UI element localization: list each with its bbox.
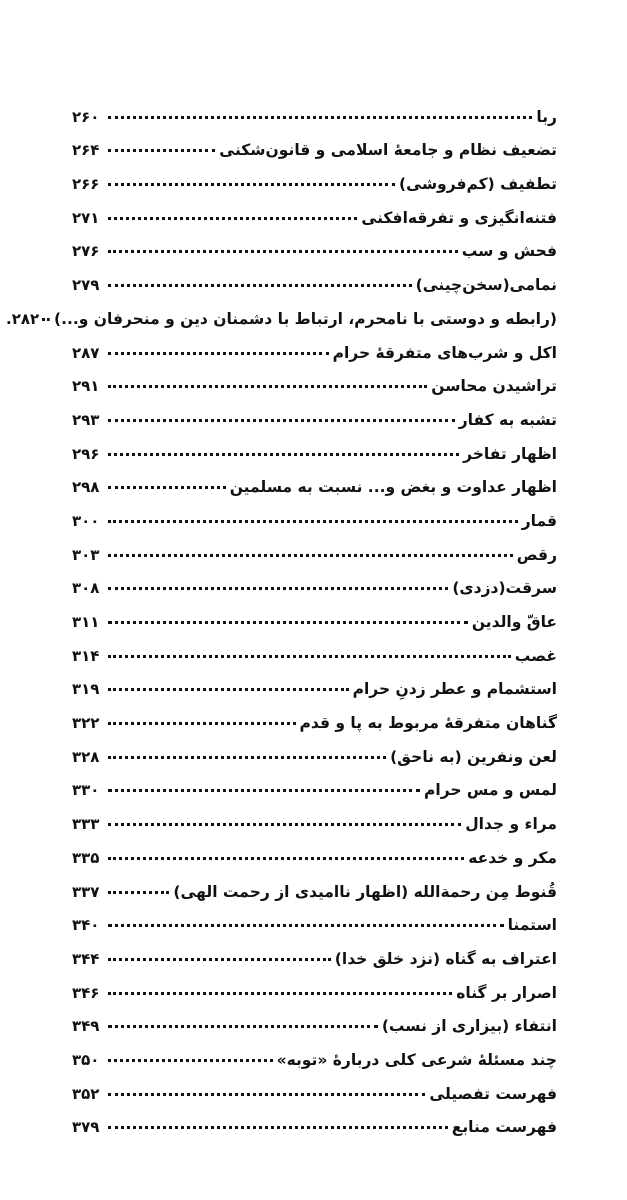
toc-entry-page-number: ۳۳۰ xyxy=(72,781,100,800)
toc-entry xyxy=(72,530,557,564)
dot-leader xyxy=(108,250,458,253)
toc-entry-title: (رابطه و دوستی با نامحرم، ارتباط با دشمنان دین و منحرفان و...) xyxy=(54,309,557,328)
dot-leader xyxy=(108,688,349,691)
toc-entry-page-number: ۲۷۹ xyxy=(72,276,100,295)
toc-entry-title: اصرار بر گناه xyxy=(456,983,557,1002)
toc-entry-page-number: ۳۴۰ xyxy=(72,916,100,935)
dot-leader xyxy=(108,352,329,355)
toc-entry-title: اظهار تفاخر xyxy=(463,444,557,463)
toc-entry xyxy=(72,631,557,665)
toc-entry xyxy=(72,328,557,362)
dot-leader xyxy=(108,789,420,792)
dot-leader xyxy=(108,520,518,523)
dot-leader xyxy=(108,924,504,927)
toc-entry-title: فحش و سب xyxy=(461,242,557,261)
toc-entry xyxy=(6,294,557,328)
toc-entry xyxy=(72,227,557,261)
dot-leader xyxy=(108,284,412,287)
toc-entry-page-number: ۳۲۸ xyxy=(72,747,100,766)
toc-entry-page-number: ۲۶۰ xyxy=(72,107,100,126)
toc-entry-title: تشبه به کفار xyxy=(458,410,557,429)
toc-entry-title: لمس و مس حرام xyxy=(424,781,557,800)
dot-leader xyxy=(108,1059,273,1062)
toc-entry-page-number: ۳۰۸ xyxy=(72,579,100,598)
dot-leader xyxy=(108,891,169,894)
table-of-contents xyxy=(6,92,557,1137)
dot-leader xyxy=(108,587,448,590)
toc-entry xyxy=(72,867,557,901)
toc-entry-page-number: ۳۱۹ xyxy=(72,680,100,699)
toc-entry-page-number: ۲۶۶ xyxy=(72,175,100,194)
toc-entry-title: چند مسئلهٔ شرعی کلی دربارهٔ «توبه» xyxy=(276,1050,557,1069)
toc-entry xyxy=(72,395,557,429)
dot-leader xyxy=(108,385,427,388)
toc-entry-page-number: ۳۳۷ xyxy=(72,882,100,901)
toc-entry-title: قُنوط مِن رحمة‌الله (اظهار ناامیدی از رحمت الهی) xyxy=(173,882,557,901)
toc-entry xyxy=(72,496,557,530)
toc-entry xyxy=(72,698,557,732)
toc-entry xyxy=(72,665,557,699)
toc-entry-title: تطفیف (کم‌فروشی) xyxy=(399,175,557,194)
toc-entry-page-number: ۲۷۱ xyxy=(72,208,100,227)
dot-leader xyxy=(108,149,215,152)
toc-entry-page-number: ۳۲۲ xyxy=(72,714,100,733)
toc-entry-page-number: ۳۱۴ xyxy=(72,646,100,665)
toc-entry xyxy=(72,362,557,396)
dot-leader xyxy=(108,486,226,489)
toc-entry-title: استشمام و عطر زدنِ حرام xyxy=(352,680,557,699)
toc-entry-page-number: ۲۹۳ xyxy=(72,410,100,429)
dot-leader xyxy=(108,958,331,961)
toc-entry xyxy=(72,732,557,766)
toc-entry-page-number: ۳۰۳ xyxy=(72,545,100,564)
toc-entry xyxy=(72,159,557,193)
toc-entry-title: فتنه‌انگیزی و تفرقه‌افکنی xyxy=(361,208,557,227)
toc-entry-title: انتفاء (بیزاری از نسب) xyxy=(381,1017,557,1036)
dot-leader xyxy=(108,419,455,422)
dot-leader xyxy=(108,453,459,456)
dot-leader xyxy=(108,722,296,725)
toc-entry-page-number: ۲۷۶ xyxy=(72,242,100,261)
toc-entry-title: فهرست تفصیلی xyxy=(429,1084,557,1103)
toc-entry-page-number: ۲۸۷ xyxy=(72,343,100,362)
dot-leader xyxy=(42,318,50,321)
toc-entry-page-number: ۳۴۴ xyxy=(72,949,100,968)
toc-entry-title: عاقّ والدین xyxy=(471,613,557,631)
toc-entry xyxy=(72,260,557,294)
toc-entry-page-number: ۲۶۴ xyxy=(72,141,100,160)
toc-entry-page-number: ۳۱۱ xyxy=(72,613,100,631)
toc-entry-title: لعن ونفرین (به ناحق) xyxy=(390,747,557,766)
dot-leader xyxy=(108,217,357,220)
dot-leader xyxy=(108,823,461,826)
toc-entry-page-number: ۳۴۹ xyxy=(72,1017,100,1036)
toc-entry-page-number: ۳۳۵ xyxy=(72,848,100,867)
toc-entry xyxy=(72,429,557,463)
toc-entry xyxy=(72,766,557,800)
dot-leader xyxy=(108,1126,448,1129)
toc-entry-page-number: ۳۳۳ xyxy=(72,815,100,834)
toc-entry xyxy=(72,564,557,598)
dot-leader xyxy=(108,857,464,860)
toc-entry-page-number: ۲۹۱ xyxy=(72,377,100,396)
toc-entry xyxy=(72,968,557,1002)
toc-entry-title: تراشیدن محاسن xyxy=(431,377,557,396)
toc-entry xyxy=(72,126,557,160)
toc-entry xyxy=(72,193,557,227)
toc-entry xyxy=(72,1069,557,1103)
toc-entry-page-number: ۳۴۶ xyxy=(72,983,100,1002)
dot-leader xyxy=(108,1025,378,1028)
dot-leader xyxy=(108,116,532,119)
toc-entry-title: سرقت(دزدی) xyxy=(452,579,557,598)
toc-entry xyxy=(72,934,557,968)
toc-entry-page-number: ۳۷۹ xyxy=(72,1118,100,1137)
toc-entry xyxy=(72,92,557,126)
toc-entry-title: مراء و جدال xyxy=(465,815,557,834)
toc-entry xyxy=(72,597,557,631)
toc-entry-page-number: ۲۹۶ xyxy=(72,444,100,463)
dot-leader xyxy=(108,621,468,624)
toc-entry xyxy=(72,799,557,833)
toc-entry-title: مکر و خدعه xyxy=(468,848,557,867)
toc-entry-title: رقص xyxy=(516,545,557,564)
toc-entry xyxy=(72,1103,557,1137)
dot-leader xyxy=(108,1093,425,1096)
toc-entry-title: گناهان متفرقهٔ مربوط به پا و قدم xyxy=(299,714,557,733)
dot-leader xyxy=(108,554,513,557)
toc-entry xyxy=(72,1035,557,1069)
toc-entry-title: نمامی(سخن‌چینی) xyxy=(415,276,557,295)
toc-entry xyxy=(72,1002,557,1036)
dot-leader xyxy=(108,183,395,186)
toc-entry-title: اعتراف به گناه (نزد خلق خدا) xyxy=(334,949,557,968)
toc-entry-title: تضعیف نظام و جامعهٔ اسلامی و قانون‌شکنی xyxy=(219,141,557,160)
toc-entry-title: اکل و شرب‌های متفرقهٔ حرام xyxy=(332,343,557,362)
toc-entry-page-number: ۳۵۲ xyxy=(72,1084,100,1103)
toc-entry-page-number: ۲۹۸ xyxy=(72,478,100,497)
toc-entry xyxy=(72,463,557,497)
toc-entry xyxy=(72,901,557,935)
toc-entry-title: فهرست منابع xyxy=(451,1118,557,1137)
toc-entry-page-number: ۳۵۰ xyxy=(72,1050,100,1069)
toc-entry-title: قمار xyxy=(521,511,557,530)
dot-leader xyxy=(108,756,386,759)
toc-entry-page-number: ۳۰۰ xyxy=(72,511,100,530)
toc-entry-title: استمنا xyxy=(507,916,557,935)
toc-entry-page-number: ۲۸۲. xyxy=(6,309,40,328)
toc-entry xyxy=(72,833,557,867)
dot-leader xyxy=(108,655,511,658)
toc-entry-title: ربا xyxy=(536,107,557,126)
toc-entry-title: اظهار عداوت و بغض و... نسبت به مسلمین xyxy=(229,478,557,497)
toc-entry-title: غصب xyxy=(514,646,557,665)
dot-leader xyxy=(108,992,452,995)
